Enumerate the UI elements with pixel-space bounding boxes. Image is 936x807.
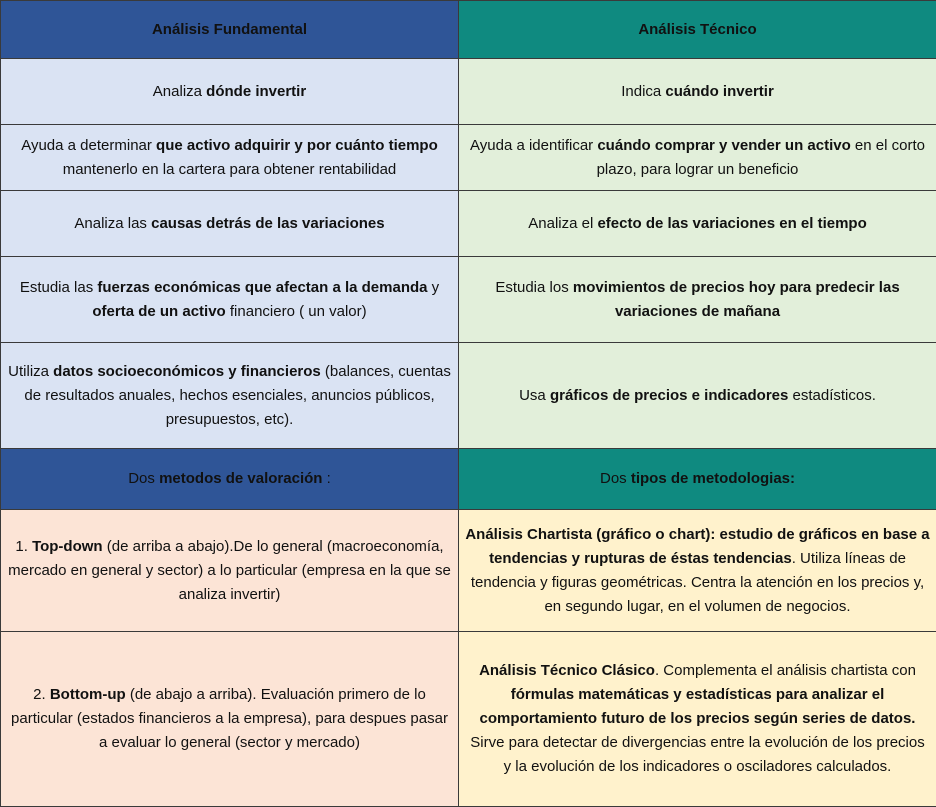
text-segment: Utiliza	[8, 362, 54, 380]
bold-text: que activo adquirir y por cuánto tiempo	[156, 136, 438, 154]
bold-text: Top-down	[32, 537, 103, 555]
text-segment: (balances, cuentas de resultados anuales, hechos esenciales, anuncios públicos, presupuestos, etc).	[24, 362, 451, 428]
tecnico-cell	[459, 191, 936, 257]
text-segment: . Complementa el análisis chartista con	[654, 662, 916, 679]
text-segment: Dos	[128, 470, 160, 487]
text-segment: Ayuda a determinar	[21, 136, 157, 154]
tecnico-cell	[459, 59, 936, 125]
text-segment: Sirve para detectar de divergencias entre la evolución de los precios y la evolución de los indicadores o osciladores calculados.	[470, 734, 925, 775]
text-segment: 2.	[33, 686, 50, 703]
text-segment: Analiza el	[528, 214, 598, 232]
text-segment: Indica	[621, 82, 666, 100]
bold-text: tipos de metodologias:	[630, 470, 796, 487]
bold-text: datos socioeconómicos y financieros	[53, 362, 321, 380]
bold-text: movimientos de precios hoy para predecir las variaciones de mañana	[572, 278, 900, 320]
text-segment: Analiza	[152, 82, 207, 100]
text-segment: (de arriba a abajo).De lo general (macroeconomía, mercado en general y sector) a lo particular (empresa en la que se analiza invertir)	[8, 537, 451, 603]
tecnico-cell	[459, 257, 936, 343]
text-segment: Estudia los	[495, 278, 573, 296]
fundamental-cell	[1, 257, 459, 343]
text-segment: Analiza las	[74, 214, 152, 232]
text-segment: Ayuda a identificar	[470, 136, 598, 154]
text-segment: (de abajo a arriba). Evaluación primero de lo particular (estados financieros a la empresa), para despues pasar a evaluar lo general (sector y mercado)	[11, 686, 448, 751]
bold-text: metodos de valoración	[159, 470, 323, 487]
bold-text: efecto de las variaciones en el tiempo	[597, 214, 867, 232]
bold-text: causas detrás de las variaciones	[151, 214, 385, 232]
text-segment: y	[427, 278, 440, 296]
bold-text: fuerzas económicas que afectan a la demanda	[97, 278, 428, 296]
header-tecnico: Análisis Técnico	[459, 1, 936, 59]
text-segment: . Utiliza líneas de tendencia y figuras geométricas. Centra la atención en los precios y, en segundo lugar, en el volumen de negocios.	[470, 549, 925, 615]
text-segment: Dos	[599, 470, 631, 487]
bold-text: Análisis Chartista (gráfico o chart): estudio de gráficos en base a tendencias y rupturas de éstas tendencias	[465, 525, 930, 567]
method-bottom-up	[1, 632, 459, 807]
tecnico-cell	[459, 343, 936, 449]
method-chartista	[459, 510, 936, 632]
bold-text: cuándo invertir	[665, 82, 774, 100]
fundamental-cell	[1, 343, 459, 449]
bold-text: Bottom-up	[49, 686, 126, 703]
bold-text: cuándo comprar y vender un activo	[597, 136, 851, 154]
subheader-tipos-metodologias	[459, 449, 936, 510]
text-segment: Estudia las	[19, 278, 98, 296]
text-segment: estadísticos.	[788, 386, 876, 404]
fundamental-cell	[1, 125, 459, 191]
tecnico-cell	[459, 125, 936, 191]
subheader-metodos-valoracion	[1, 449, 459, 510]
text-segment: mantenerlo en la cartera para obtener rentabilidad	[62, 160, 397, 178]
bold-text: gráficos de precios e indicadores	[549, 386, 789, 404]
text-segment: Usa	[519, 386, 550, 404]
method-top-down	[1, 510, 459, 632]
method-tecnico-clasico	[459, 632, 936, 807]
fundamental-cell	[1, 191, 459, 257]
fundamental-cell	[1, 59, 459, 125]
text-segment: financiero ( un valor)	[225, 302, 367, 320]
bold-text: fórmulas matemáticas y estadísticas para analizar el comportamiento futuro de los precios según series de datos.	[479, 686, 916, 727]
text-segment: :	[322, 470, 331, 487]
bold-text: Análisis Técnico Clásico	[479, 662, 655, 679]
bold-text: dónde invertir	[206, 82, 307, 100]
header-fundamental: Análisis Fundamental	[1, 1, 459, 59]
text-segment: en el corto plazo, para lograr un beneficio	[596, 136, 925, 178]
text-segment: 1.	[15, 537, 33, 555]
bold-text: oferta de un activo	[92, 302, 226, 320]
